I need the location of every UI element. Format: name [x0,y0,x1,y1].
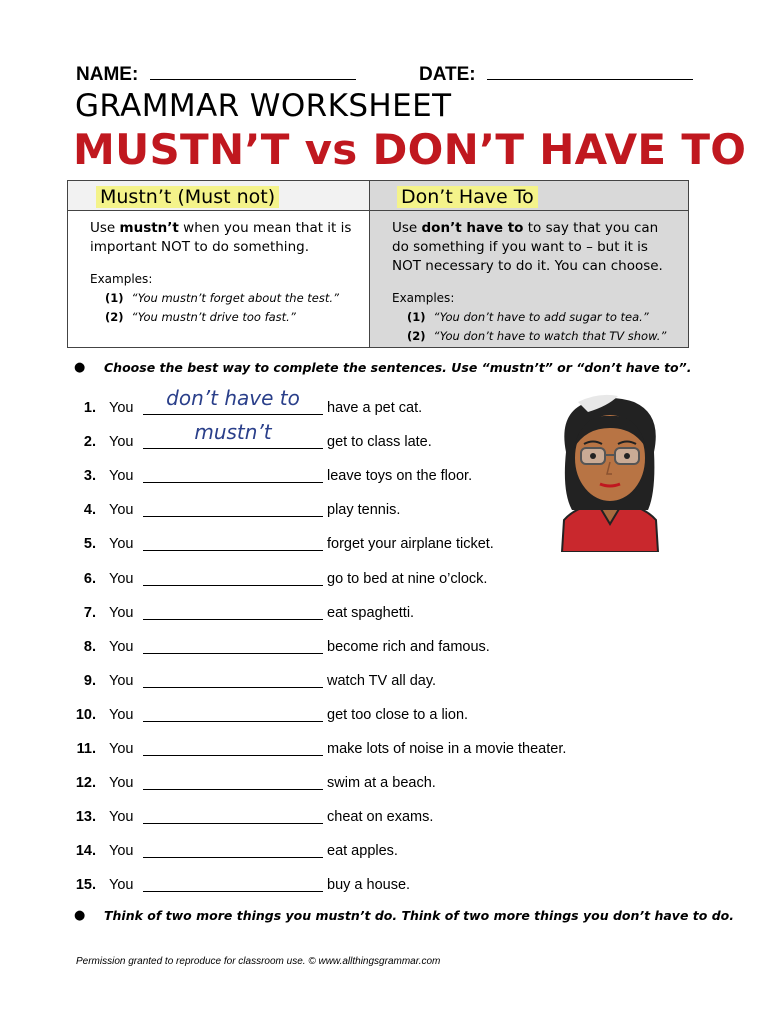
example-item [407,327,678,346]
question-number: 8. [83,638,96,655]
name-blank[interactable] [150,65,356,80]
rule-text-pre: Use [90,220,120,236]
question-text: leave toys on the floor. [327,468,473,485]
name-field[interactable] [76,64,356,86]
question-number: 1. [83,400,96,416]
question-subject: You [109,434,134,451]
rule-keyword: don’t have to [421,220,524,236]
question-number: 10. [75,706,96,723]
question-subject: You [109,775,134,792]
example-number: (2) [105,310,124,324]
question-subject: You [109,877,134,894]
examples-label: Examples: [90,272,153,286]
question-text: eat apples. [327,843,398,860]
question-number: 11. [76,741,96,757]
question-number: 5. [83,536,96,553]
question-text: swim at a beach. [327,775,436,792]
question-subject: You [109,638,134,655]
rule-text-pre: Use [392,220,422,236]
question-number: 13. [75,809,96,826]
answer-blank[interactable] [143,687,323,688]
question-subject: You [109,672,134,689]
dont-have-to-explanation [392,219,678,346]
example-text: “You don’t have to add sugar to tea.” [433,310,649,324]
bullet-icon: ● [74,908,86,923]
answer-blank[interactable] [143,550,323,551]
question-subject: You [109,536,134,553]
question-number: 14. [75,843,96,860]
mustnt-column-header [68,181,369,211]
worksheet-title: MUSTN’T vs DON’T HAVE TO [73,125,747,174]
answer-blank[interactable] [143,857,323,858]
question-number: 15. [75,877,96,894]
question-subject: You [109,843,134,860]
answer-blank[interactable] [143,721,323,722]
worksheet-subtitle: GRAMMAR WORKSHEET [75,88,452,124]
mustnt-heading: Mustn’t (Must not) [96,186,279,208]
handwritten-answer: mustn’t [194,420,272,445]
mustnt-column [68,181,370,347]
question-number: 6. [83,570,96,587]
extra-task [74,908,734,923]
question-text: forget your airplane ticket. [327,536,494,553]
answer-blank[interactable] [143,653,323,654]
question-subject: You [109,468,134,485]
question-text: have a pet cat. [327,400,423,416]
answer-blank[interactable] [143,482,323,483]
example-text: “You don’t have to watch that TV show.” [433,329,667,343]
answer-blank[interactable] [143,789,323,790]
question-text: watch TV all day. [327,672,437,689]
example-item [105,308,359,327]
answer-blank[interactable] [143,585,323,586]
question-text: become rich and famous. [327,638,490,655]
bullet-icon: ● [74,360,86,375]
answer-blank[interactable] [143,448,323,449]
rule-keyword: mustn’t [119,220,179,236]
teacher-illustration [548,392,672,552]
dont-have-to-column [370,181,688,347]
question-number: 3. [83,468,96,485]
date-blank[interactable] [487,65,693,80]
answer-blank[interactable] [143,755,323,756]
example-text: “You mustn’t drive too fast.” [131,310,296,324]
answer-blank[interactable] [143,891,323,892]
dont-have-to-column-header [370,181,688,211]
answer-blank[interactable] [143,823,323,824]
question-subject: You [109,741,134,757]
answer-blank[interactable] [143,619,323,620]
instruction [74,360,691,375]
example-number: (1) [407,310,426,324]
question-number: 2. [83,434,96,451]
dont-have-to-heading: Don’t Have To [397,186,538,208]
example-number: (2) [407,329,426,343]
answer-blank[interactable] [143,414,323,415]
extra-task-text: Think of two more things you mustn’t do. Think of two more things you don’t have to do. [104,908,734,923]
example-item [105,289,359,308]
question-subject: You [109,400,134,416]
question-subject: You [109,570,134,587]
comparison-table [67,180,689,348]
date-label: DATE: [419,64,476,85]
question-text: make lots of noise in a movie theater. [327,741,567,757]
question-subject: You [109,809,134,826]
question-subject: You [109,604,134,621]
name-label: NAME: [76,64,139,85]
question-text: go to bed at nine o’clock. [327,570,488,587]
question-subject: You [109,706,134,723]
example-item [407,308,678,327]
dont-have-to-rule-text [392,219,678,276]
question-text: eat spaghetti. [327,604,415,621]
example-text: “You mustn’t forget about the test.” [131,291,339,305]
answer-blank[interactable] [143,516,323,517]
example-number: (1) [105,291,124,305]
rule-text-post: to say that you can do something if you want to – but it is NOT necessary to do it. You can choose. [392,220,663,274]
question-number: 12. [75,775,96,792]
rule-text-post: when you mean that it is important NOT to do something. [90,220,352,255]
question-subject: You [109,502,134,519]
question-number: 9. [83,672,96,689]
mustnt-rule-text [90,219,359,257]
question-text: get too close to a lion. [327,706,469,723]
mustnt-explanation [90,219,359,327]
handwritten-answer: don’t have to [166,386,300,410]
question-text: buy a house. [327,877,411,894]
question-text: get to class late. [327,434,432,451]
question-number: 4. [83,502,96,519]
question-text: play tennis. [327,502,401,519]
date-field[interactable] [419,64,693,86]
examples-label: Examples: [392,291,455,305]
instruction-text: Choose the best way to complete the sentences. Use “mustn’t” or “don’t have to”. [104,360,692,375]
question-number: 7. [83,604,96,621]
question-text: cheat on exams. [327,809,434,826]
copyright-footer: Permission granted to reproduce for classroom use. © www.allthingsgrammar.com [76,956,441,967]
